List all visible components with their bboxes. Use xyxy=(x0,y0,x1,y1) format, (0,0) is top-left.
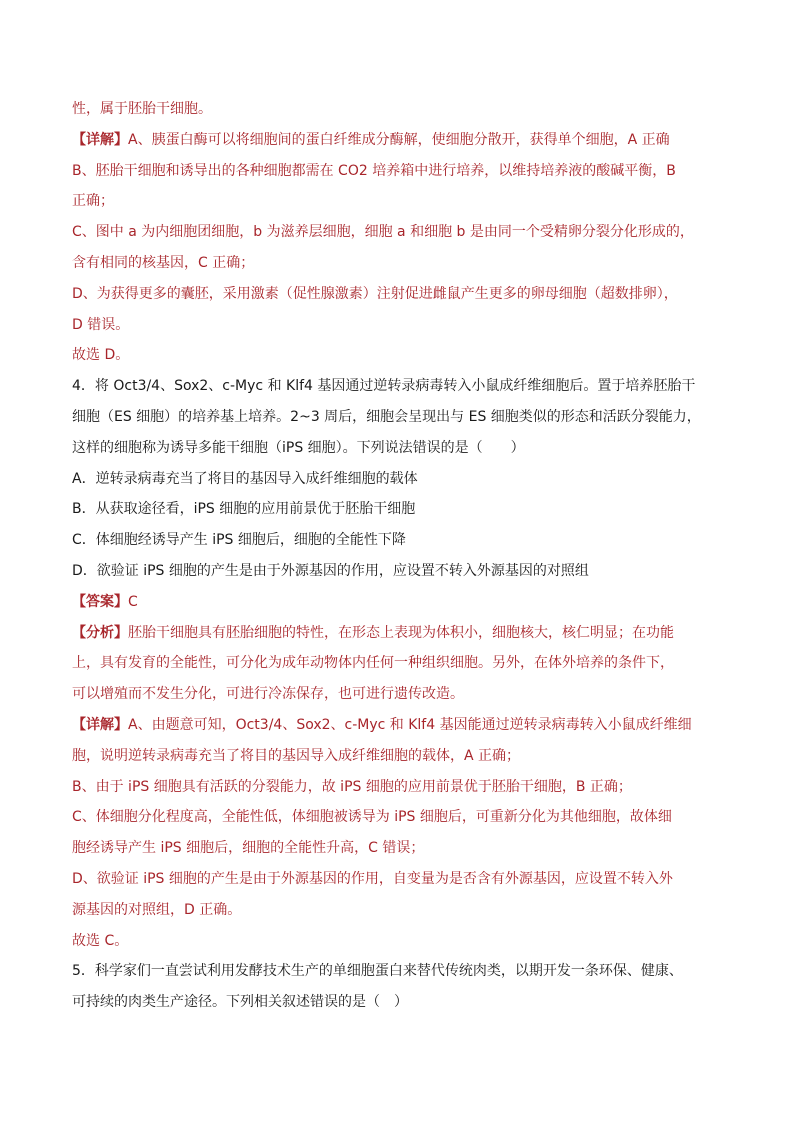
line-text: D、为获得更多的囊胚，采用激素（促性腺激素）注射促进雌鼠产生更多的卵母细胞（超数排卵）， xyxy=(72,285,678,302)
text-line xyxy=(72,161,728,181)
text-line xyxy=(72,345,728,365)
text-line xyxy=(72,530,728,550)
text-line xyxy=(72,838,728,858)
text-line xyxy=(72,931,728,951)
line-text: 4．将 Oct3/4、Sox2、c-Myc 和 Klf4 基因通过逆转录病毒转入小鼠成纤维细胞后。置于培养胚胎干 xyxy=(72,378,696,395)
line-text: B．从获取途径看，iPS 细胞的应用前景优于胚胎干细胞 xyxy=(72,501,416,518)
line-text: D 错误。 xyxy=(72,316,130,333)
line-text: B、由于 iPS 细胞具有活跃的分裂能力，故 iPS 细胞的应用前景优于胚胎干细胞，B 正确； xyxy=(72,778,632,795)
line-text: C、体细胞分化程度高，全能性低，体细胞被诱导为 iPS 细胞后，可重新分化为其他细胞，故体细 xyxy=(72,809,672,826)
text-line xyxy=(72,807,728,827)
line-text: 故选 D。 xyxy=(72,347,130,364)
text-line xyxy=(72,653,728,673)
line-text: C、图中 a 为内细胞团细胞，b 为滋养层细胞，细胞 a 和细胞 b 是由同一个受精卵分裂分化形成的， xyxy=(72,224,694,241)
section-tag: 【详解】 xyxy=(72,131,128,148)
text-line xyxy=(72,777,728,797)
line-text: 含有相同的核基因，C 正确； xyxy=(72,254,255,271)
text-line xyxy=(72,592,728,612)
line-text: A、胰蛋白酶可以将细胞间的蛋白纤维成分酶解，使细胞分散开，获得单个细胞，A 正确 xyxy=(128,131,670,148)
text-line xyxy=(72,191,728,211)
line-text: C．体细胞经诱导产生 iPS 细胞后，细胞的全能性下降 xyxy=(72,532,406,549)
line-text: A、由题意可知，Oct3/4、Sox2、c-Myc 和 Klf4 基因能通过逆转录病毒转入小鼠成纤维细 xyxy=(128,716,692,733)
text-line xyxy=(72,561,728,581)
line-text: 胞，说明逆转录病毒充当了将目的基因导入成纤维细胞的载体，A 正确； xyxy=(72,747,521,764)
text-line xyxy=(72,222,728,242)
line-text: 胚胎干细胞具有胚胎细胞的特性，在形态上表现为体积小，细胞核大，核仁明显；在功能 xyxy=(128,624,674,641)
line-text: C xyxy=(128,593,138,610)
text-line xyxy=(72,130,728,150)
text-line xyxy=(72,469,728,489)
text-line xyxy=(72,499,728,519)
text-line xyxy=(72,715,728,735)
text-line xyxy=(72,376,728,396)
line-text: 可持续的肉类生产途径。下列相关叙述错误的是（ ） xyxy=(72,994,408,1011)
text-line xyxy=(72,746,728,766)
line-text: 上，具有发育的全能性，可分化为成年动物体内任何一种组织细胞。另外，在体外培养的条件下， xyxy=(72,655,674,672)
line-text: 故选 C。 xyxy=(72,932,129,949)
line-text: A．逆转录病毒充当了将目的基因导入成纤维细胞的载体 xyxy=(72,470,418,487)
line-text: 源基因的对照组，D 正确。 xyxy=(72,901,242,918)
section-tag: 【详解】 xyxy=(72,716,128,733)
line-text: 可以增殖而不发生分化，可进行冷冻保存，也可进行遗传改造。 xyxy=(72,686,464,703)
line-text: 5．科学家们一直尝试利用发酵技术生产的单细胞蛋白来替代传统肉类，以期开发一条环保、健康、 xyxy=(72,963,683,980)
section-tag: 【答案】 xyxy=(72,593,128,610)
text-line xyxy=(72,623,728,643)
line-text: D．欲验证 iPS 细胞的产生是由于外源基因的作用，应设置不转入外源基因的对照组 xyxy=(72,562,589,579)
text-line xyxy=(72,315,728,335)
line-text: 胞经诱导产生 iPS 细胞后，细胞的全能性升高，C 错误； xyxy=(72,840,425,857)
text-line xyxy=(72,992,728,1012)
text-line xyxy=(72,284,728,304)
line-text: 这样的细胞称为诱导多能干细胞（iPS 细胞）。下列说法错误的是（ ） xyxy=(72,439,525,456)
line-text: D、欲验证 iPS 细胞的产生是由于外源基因的作用，自变量为是否含有外源基因，应设置不转入外 xyxy=(72,870,673,887)
text-line xyxy=(72,99,728,119)
line-text: 正确； xyxy=(72,193,114,210)
text-line xyxy=(72,869,728,889)
section-tag: 【分析】 xyxy=(72,624,128,641)
line-text: 细胞（ES 细胞）的培养基上培养。2~3 周后，细胞会呈现出与 ES 细胞类似的形态和活跃分裂能力， xyxy=(72,408,701,425)
text-line xyxy=(72,900,728,920)
line-text: B、胚胎干细胞和诱导出的各种细胞都需在 CO2 培养箱中进行培养，以维持培养液的酸碱平衡，B xyxy=(72,162,676,179)
text-line xyxy=(72,253,728,273)
text-line xyxy=(72,961,728,981)
text-line xyxy=(72,684,728,704)
line-text: 性，属于胚胎干细胞。 xyxy=(72,101,212,117)
text-line xyxy=(72,438,728,458)
text-line xyxy=(72,407,728,427)
